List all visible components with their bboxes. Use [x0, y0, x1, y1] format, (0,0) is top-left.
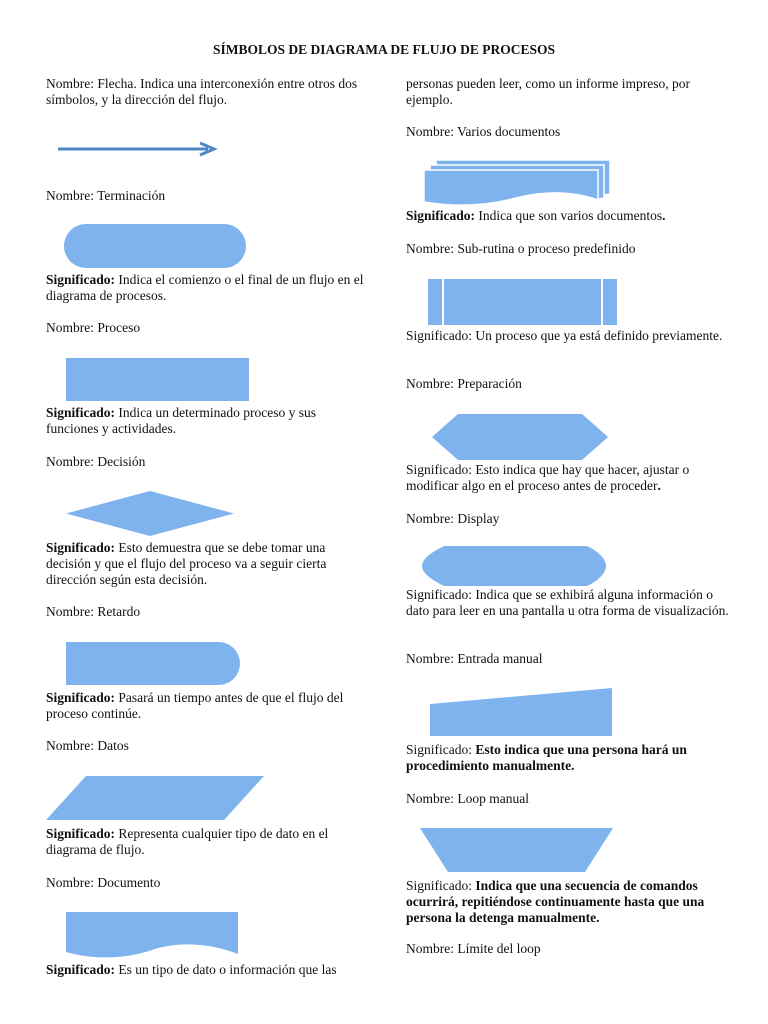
significado-label: Significado: — [46, 272, 116, 287]
significado-text: Indica el comienzo o el final de un flujo en el diagrama de procesos. — [46, 272, 364, 303]
documento-significado-cont: personas pueden leer, como un informe impreso, por ejemplo. — [406, 76, 691, 107]
subrutina-nombre: Nombre: Sub-rutina o proceso predefinido — [406, 241, 636, 256]
decision-nombre: Nombre: Decisión — [46, 454, 146, 469]
display-nombre: Nombre: Display — [406, 511, 500, 526]
retardo-nombre: Nombre: Retardo — [46, 604, 141, 619]
preparation-symbol — [432, 414, 608, 460]
significado-text: Indica que una secuencia de comandos ocurrirá, repitiéndose continuamente hasta que una persona la detenga manualmente. — [406, 878, 705, 925]
display-symbol — [422, 546, 606, 586]
significado-label: Significado: — [46, 962, 116, 977]
loop-manual-significado — [406, 878, 731, 926]
manual-input-symbol — [430, 688, 612, 736]
limite-loop-nombre: Nombre: Límite del loop — [406, 941, 541, 956]
datos-nombre: Nombre: Datos — [46, 738, 129, 753]
predefined-process-symbol — [428, 279, 617, 325]
significado-label: Significado: — [46, 540, 116, 555]
entrada-manual-significado — [406, 742, 731, 774]
significado-label: Significado: — [406, 742, 476, 757]
multi-document-symbol — [424, 160, 614, 208]
preparacion-nombre: Nombre: Preparación — [406, 376, 522, 391]
significado-text: Esto indica que una persona hará un procedimiento manualmente. — [406, 742, 687, 773]
significado-end: . — [662, 208, 666, 223]
retardo-significado — [46, 690, 366, 722]
significado-text: Esto demuestra que se debe tomar una decisión y que el flujo del proceso va a seguir cierta dirección según esta decisión. — [46, 540, 327, 587]
process-symbol — [66, 358, 249, 401]
documento-significado — [46, 962, 366, 978]
display-significado: Significado: Indica que se exhibirá alguna información o dato para leer en una pantalla u otra forma de visualización. — [406, 587, 729, 618]
manual-loop-symbol — [420, 828, 613, 872]
significado-label: Significado: — [46, 690, 116, 705]
documento-nombre: Nombre: Documento — [46, 875, 161, 890]
varios-documentos-significado — [406, 208, 731, 224]
significado-label: Significado: — [46, 405, 116, 420]
significado-text: Indica un determinado proceso y sus funciones y actividades. — [46, 405, 316, 436]
flecha-nombre: Nombre: Flecha. Indica una interconexión entre otros dos símbolos, y la dirección del flujo. — [46, 76, 358, 107]
significado-text: Representa cualquier tipo de dato en el diagrama de flujo. — [46, 826, 329, 857]
proceso-significado — [46, 405, 366, 437]
decision-significado — [46, 540, 366, 588]
terminacion-nombre: Nombre: Terminación — [46, 188, 166, 203]
significado-label: Significado: — [406, 878, 476, 893]
page-title: SÍMBOLOS DE DIAGRAMA DE FLUJO DE PROCESOS — [212, 42, 556, 57]
significado-label: Significado: — [46, 826, 116, 841]
significado-text: Significado: Esto indica que hay que hacer, ajustar o modificar algo en el proceso antes de proceder — [406, 462, 690, 493]
subrutina-significado: Significado: Un proceso que ya está definido previamente. — [406, 328, 723, 343]
terminacion-significado — [46, 272, 366, 304]
arrow-symbol — [56, 140, 221, 158]
preparacion-significado — [406, 462, 731, 494]
proceso-nombre: Nombre: Proceso — [46, 320, 141, 335]
terminator-symbol — [64, 224, 246, 268]
varios-documentos-nombre: Nombre: Varios documentos — [406, 124, 561, 139]
significado-text: Es un tipo de dato o información que las — [115, 962, 337, 977]
significado-end: . — [657, 478, 661, 493]
entrada-manual-nombre: Nombre: Entrada manual — [406, 651, 543, 666]
decision-symbol — [66, 491, 234, 536]
delay-symbol — [66, 642, 240, 685]
loop-manual-nombre: Nombre: Loop manual — [406, 791, 529, 806]
significado-text: Indica que son varios documentos — [475, 208, 663, 223]
significado-label: Significado: — [406, 208, 476, 223]
data-symbol — [46, 776, 264, 820]
datos-significado — [46, 826, 366, 858]
document-symbol — [66, 912, 238, 958]
significado-text: Pasará un tiempo antes de que el flujo del proceso continúe. — [46, 690, 344, 721]
